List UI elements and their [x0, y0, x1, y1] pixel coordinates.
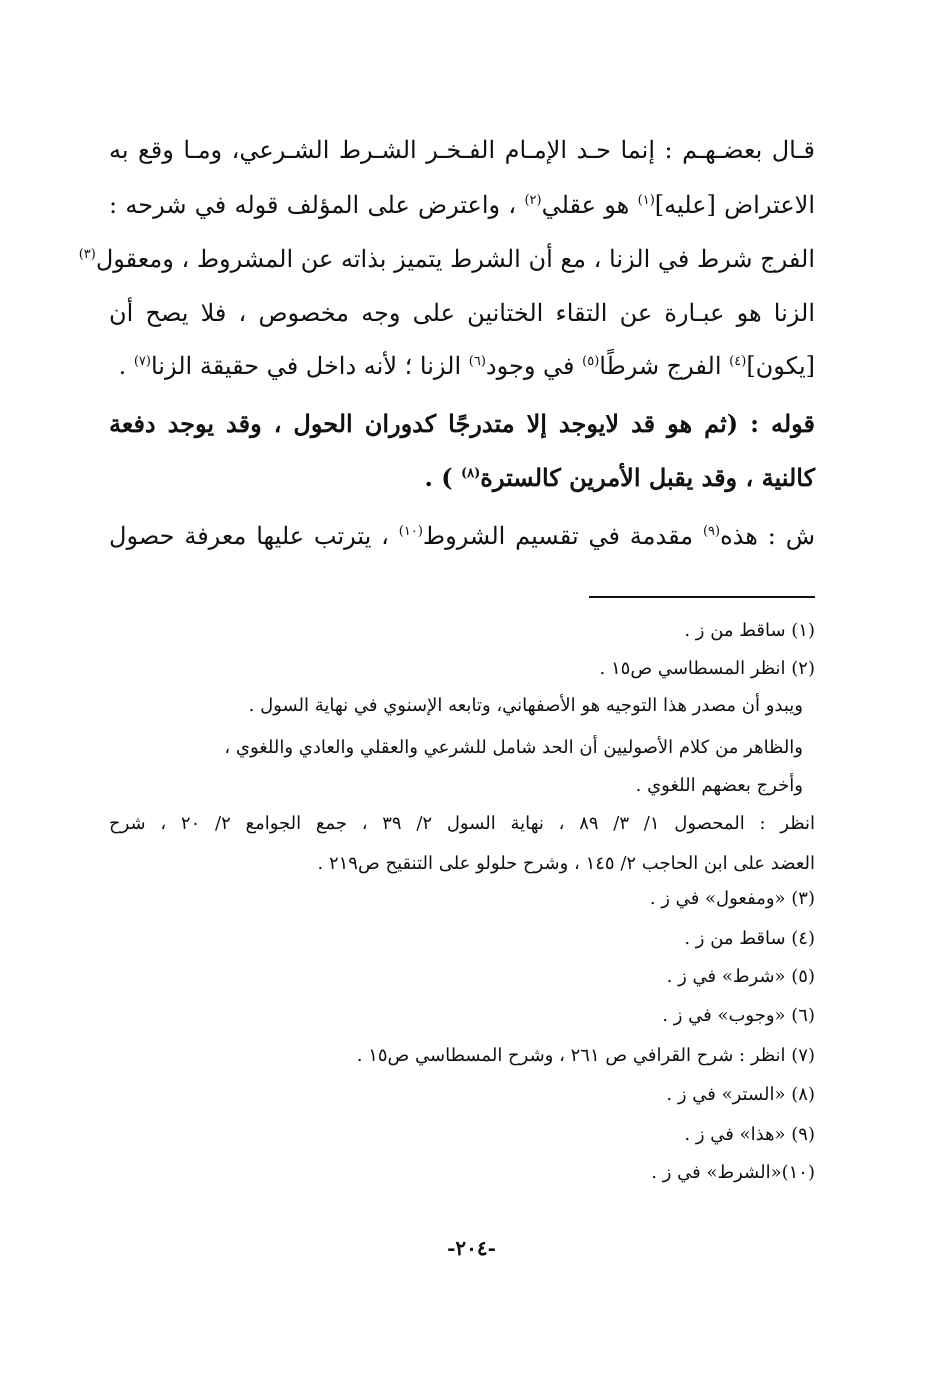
footnote-marker-9: (٩) [702, 524, 721, 539]
commentary-line: ش : هذه$^{(٩)}$ مقدمة في تقسيم الشروط$^{(١٠)}$ ، يترتب عليها معرفة حصول [109, 522, 815, 550]
footnote-marker-3: (٣) [78, 247, 96, 262]
quote-line-2: كالنية ، وقد يقبل الأمرين كالسترة$^{(٨)}$ ) . [424, 463, 815, 492]
footnote-9: (٩) «هذا» في ز . [684, 1124, 815, 1145]
footnote-2-note-a: ويبدو أن مصدر هذا التوجيه هو الأصفهاني، وتابعه الإسنوي في نهاية السول . [248, 695, 803, 716]
footnote-marker-6: (٦) [468, 354, 486, 369]
footnote-marker-8: (٨) [460, 466, 481, 481]
main-text-line-2: الاعتراض [عليه]$^{(١)}$ هو عقلي$^{(٢)}$ ، واعترض على المؤلف قوله في شرحه : [109, 191, 816, 219]
quote-line-1: قوله : (ثم هو قد لايوجد إلا متدرجًا كدوران الحول ، وقد يوجد دفعة [109, 409, 815, 438]
footnote-2: (٢) انظر المسطاسي ص١٥ . [599, 658, 815, 679]
footnote-2-refs-2: العضد على ابن الحاجب ٢/ ١٤٥ ، وشرح حلولو على التنقيح ص٢١٩ . [317, 853, 815, 874]
main-text-line-3: الفرج شرط في الزنا ، مع أن الشرط يتميز بذاته عن المشروط ، ومعقول$^{(٣)}$ [78, 245, 815, 273]
footnote-marker-1: (١) [637, 193, 655, 208]
main-text-line-5: [يكون]$^{(٤)}$ الفرج شرطًا$^{(٥)}$ في وجود$^{(٦)}$ الزنا ؛ لأنه داخل في حقيقة الزنا$^{(٧)}$ . [118, 352, 815, 380]
footnote-2-note-b: والظاهر من كلام الأصوليين أن الحد شامل للشرعي والعقلي والعادي واللغوي ، [224, 737, 803, 758]
footnote-marker-10: (١٠) [398, 524, 423, 539]
footnote-marker-2: (٢) [524, 193, 542, 208]
footnote-10: (١٠)«الشرط» في ز . [651, 1162, 815, 1183]
main-text-line-1: قـال بعضـهـم : إنما حـد الإمـام الفـخـر الشـرط الشـرعي، ومـا وقع به [109, 136, 815, 164]
footnote-2-refs-1: انظر : المحصول ١/ ٣/ ٨٩ ، نهاية السول ٢/ ٣٩ ، جمع الجوامع ٢/ ٢٠ ، شرح [109, 813, 816, 834]
main-text-line-4: الزنا هو عبـارة عن التقاء الختانين على وجه مخصوص ، فلا يصح أن [109, 299, 815, 327]
footnote-marker-5: (٥) [582, 354, 600, 369]
footnote-separator [589, 596, 815, 598]
footnote-3: (٣) «ومفعول» في ز . [649, 888, 815, 909]
footnote-4: (٤) ساقط من ز . [684, 928, 815, 949]
footnote-2-note-c: وأخرج بعضهم اللغوي . [635, 775, 803, 796]
footnote-7: (٧) انظر : شرح القرافي ص ٢٦١ ، وشرح المسطاسي ص١٥ . [356, 1045, 815, 1066]
footnote-6: (٦) «وجوب» في ز . [662, 1005, 815, 1026]
footnote-marker-4: (٤) [729, 354, 747, 369]
page-number: -٢٠٤- [447, 1236, 496, 1260]
footnote-1: (١) ساقط من ز . [684, 620, 815, 641]
footnote-5: (٥) «شرط» في ز . [666, 966, 815, 987]
footnote-8: (٨) «الستر» في ز . [666, 1084, 815, 1105]
footnote-marker-7: (٧) [133, 354, 151, 369]
